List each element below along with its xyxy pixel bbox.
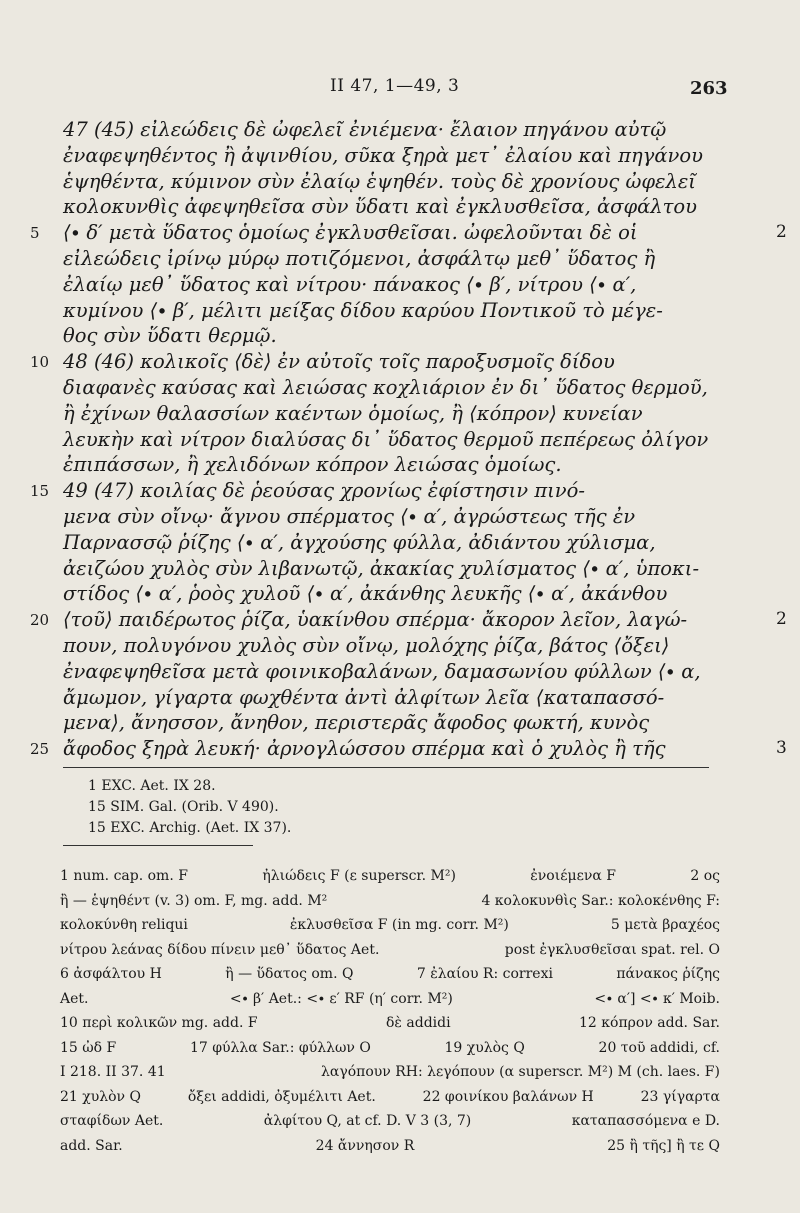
main-text-divider xyxy=(63,767,709,768)
apparatus-line xyxy=(60,1113,720,1137)
line-text: λευκὴν καὶ νίτρον διαλύσας δι᾽ ὕδατος θερμοῦ πεπέρεως ὀλίγον xyxy=(63,427,709,451)
apparatus-entry: 6 ἀσφάλτου H xyxy=(60,966,162,982)
apparatus-entry: <∙ α′] <∙ κ′ Moib. xyxy=(594,990,720,1007)
apparatus-entry: 25 ἢ τῆς] ἢ τε Q xyxy=(607,1137,720,1154)
line-text: στίδος ⟨∙ α′, ῥοὸς χυλοῦ ⟨∙ α′, ἀκάνθης λευκῆς ⟨∙ α′, ἀκάνθου xyxy=(63,582,668,606)
line-text: εἰλεώδεις ἰρίνῳ μύρῳ ποτιζόμενοι, ἀσφάλτῳ μεθ᾽ ὕδατος ἢ xyxy=(63,247,656,270)
line-number: 10 xyxy=(30,353,50,372)
line-number: 5 xyxy=(30,224,40,243)
line-text: ἐναφεψηθέντος ἢ ἀψινθίου, σῦκα ξηρὰ μετ᾽ ἐλαίου καὶ πηγάνου xyxy=(63,143,703,167)
apparatus-entry: ἐνοιέμενα F xyxy=(530,868,616,884)
apparatus-entry: 17 φύλλα Sar.: φύλλων O xyxy=(189,1039,371,1056)
apparatus-entry: ὄξει addidi, ὀξυμέλιτι Aet. xyxy=(187,1088,376,1105)
apparatus-entry: 23 γίγαρτα xyxy=(640,1088,720,1105)
line-text: πουν, πολυγόνου χυλὸς σὺν οἴνῳ, μολόχης ῥίζα, βάτος ⟨ὄξει⟩ xyxy=(63,634,670,657)
apparatus-entry: 15 ὠδ F xyxy=(60,1039,117,1056)
line-text: ἄφοδος ξηρὰ λευκή· ἀρνογλώσσου σπέρμα καὶ ὁ χυλὸς ἢ τῆς xyxy=(63,737,666,761)
page-header xyxy=(0,76,800,106)
margin-number: 2 xyxy=(776,222,787,243)
apparatus-line xyxy=(60,917,720,941)
line-text: ἐλαίῳ μεθ᾽ ὕδατος καὶ νίτρου· πάνακος ⟨∙ β′, νίτρου ⟨∙ α′, xyxy=(63,272,637,296)
testimonia-divider xyxy=(63,845,253,846)
apparatus-entry: 2 ος xyxy=(690,868,720,884)
apparatus-entry: 20 τοῦ addidi, cf. xyxy=(598,1039,720,1056)
apparatus-entry: σταφίδων Aet. xyxy=(60,1113,164,1129)
apparatus-line xyxy=(60,893,720,917)
line-text: διαφανὲς καύσας καὶ λειώσας κοχλιάριον ἐν δι᾽ ὕδατος θερμοῦ, xyxy=(63,376,708,399)
line-text: μενα σὺν οἴνῳ· ἄγνου σπέρματος ⟨∙ α′, ἀγρώστεως τῆς ἐν xyxy=(63,505,636,528)
apparatus-entry: 7 ἐλαίου R: correxi xyxy=(416,966,553,982)
apparatus-entry: Aet. xyxy=(60,990,89,1007)
apparatus-line xyxy=(60,1089,720,1113)
line-text: ἐναφεψηθεῖσα μετὰ φοινικοβαλάνων, δαμασωνίου φύλλων ⟨∙ α, xyxy=(63,659,701,683)
testimonium-line: 15 EXC. Archig. (Aet. IX 37). xyxy=(88,820,292,836)
margin-number: 2 xyxy=(776,609,787,630)
line-text: ἀειζώου χυλὸς σὺν λιβανωτῷ, ἀκακίας χυλίσματος ⟨∙ α′, ὑποκι- xyxy=(63,556,700,580)
testimonium-line: 15 SIM. Gal. (Orib. V 490). xyxy=(88,799,279,815)
apparatus-entry: νίτρου λεάνας δίδου πίνειν μεθ᾽ ὕδατος Aet. xyxy=(60,941,380,958)
line-text: ⟨τοῦ⟩ παιδέρωτος ῥίζα, ὑακίνθου σπέρμα· ἄκορον λεῖον, λαγώ- xyxy=(63,608,688,632)
line-text: 48 (46) κολικοῖς ⟨δὲ⟩ ἐν αὐτοῖς τοῖς παροξυσμοῖς δίδου xyxy=(63,350,615,374)
apparatus-entry: 19 χυλὸς Q xyxy=(444,1039,525,1056)
apparatus-entry: I 218. II 37. 41 xyxy=(60,1064,166,1080)
page-number: 263 xyxy=(690,78,728,99)
apparatus-entry: ἐκλυσθεῖσα F (in mg. corr. M²) xyxy=(289,917,509,933)
apparatus-line xyxy=(60,966,720,990)
line-number: 25 xyxy=(30,740,50,759)
line-text: ⟨∙ δ′ μετὰ ὕδατος ὁμοίως ἐγκλυσθεῖσαι. ὠφελοῦνται δὲ οἱ xyxy=(63,221,638,245)
apparatus-entry: add. Sar. xyxy=(60,1137,123,1154)
apparatus-entry: 1 num. cap. om. F xyxy=(60,868,188,884)
apparatus-entry: ἀλφίτου Q, at cf. D. V 3 (3, 7) xyxy=(263,1113,472,1129)
apparatus-entry: ἢ — ἑψηθέντ (v. 3) om. F, mg. add. M² xyxy=(60,892,328,909)
line-text: Παρνασσῷ ῥίζης ⟨∙ α′, ἀγχούσης φύλλα, ἀδιάντου χύλισμα, xyxy=(63,530,656,554)
apparatus-entry: 12 κόπρον add. Sar. xyxy=(579,1015,720,1031)
apparatus-line xyxy=(60,991,720,1015)
apparatus-entry: 24 ἄννησον R xyxy=(315,1137,415,1154)
testimonium-line: 1 EXC. Aet. IX 28. xyxy=(88,778,216,794)
apparatus-entry: 4 κολοκυνθὶς Sar.: κολοκένθης F: xyxy=(481,892,720,909)
apparatus-entry: ἠλιώδεις F (ε superscr. M²) xyxy=(262,868,456,884)
apparatus-line xyxy=(60,1015,720,1039)
apparatus-entry: πάνακος ῥίζης xyxy=(616,966,720,982)
margin-number: 3 xyxy=(776,738,787,759)
apparatus-entry: δὲ addidi xyxy=(386,1015,451,1031)
line-text: κυμίνου ⟨∙ β′, μέλιτι μείξας δίδου καρύου Ποντικοῦ τὸ μέγε- xyxy=(63,298,663,322)
line-text: 49 (47) κοιλίας δὲ ῥεούσας χρονίως ἐφίστησιν πινό- xyxy=(63,479,585,503)
apparatus-entry: 22 φοινίκου βαλάνων H xyxy=(422,1088,594,1105)
apparatus-entry: 5 μετὰ βραχέος xyxy=(610,917,720,933)
line-text: θος σὺν ὕδατι θερμῷ. xyxy=(63,324,277,348)
line-number: 20 xyxy=(30,611,50,630)
running-head: II 47, 1—49, 3 xyxy=(330,76,460,96)
text-line xyxy=(0,737,800,768)
line-number: 15 xyxy=(30,482,50,501)
apparatus-entry: λαγόπουν RH: λεγόπουν (α superscr. M²) M (ch. laes. F) xyxy=(321,1064,720,1080)
line-text: κολοκυνθὶς ἀφεψηθεῖσα σὺν ὕδατι καὶ ἐγκλυσθεῖσα, ἀσφάλτου xyxy=(63,195,698,219)
apparatus-entry: κολοκύνθη reliqui xyxy=(60,917,188,933)
apparatus-line xyxy=(60,868,720,892)
line-text: 47 (45) εἰλεώδεις δὲ ὠφελεῖ ἐνιέμενα· ἔλαιον πηγάνου αὐτῷ xyxy=(63,118,667,141)
apparatus-entry: ἢ — ὕδατος om. Q xyxy=(225,966,354,982)
line-text: ἐπιπάσσων, ἢ χελιδόνων κόπρον λειώσας ὁμοίως. xyxy=(63,453,562,477)
apparatus-entry: post ἐγκλυσθεῖσαι spat. rel. O xyxy=(504,941,720,958)
line-text: μενα⟩, ἄνησσον, ἄνηθον, περιστερᾶς ἄφοδος φωκτή, κυνὸς xyxy=(63,711,650,735)
apparatus-entry: <∙ β′ Aet.: <∙ ε′ RF (η′ corr. M²) xyxy=(229,990,453,1007)
apparatus-line xyxy=(60,942,720,966)
apparatus-line xyxy=(60,1138,720,1162)
apparatus-line xyxy=(60,1040,720,1064)
apparatus-line xyxy=(60,1064,720,1088)
line-text: ἄμωμον, γίγαρτα φωχθέντα ἀντὶ ἀλφίτων λεῖα ⟨καταπασσό- xyxy=(63,685,665,709)
line-text: ἢ ἐχίνων θαλασσίων καέντων ὁμοίως, ἢ ⟨κόπρον⟩ κυνείαν xyxy=(63,401,643,425)
line-text: ἑψηθέντα, κύμινον σὺν ἐλαίῳ ἑψηθέν. τοὺς δὲ χρονίους ὠφελεῖ xyxy=(63,169,696,193)
testimonia xyxy=(88,778,291,841)
apparatus-entry: 21 χυλὸν Q xyxy=(60,1088,141,1105)
apparatus-entry: 10 περὶ κολικῶν mg. add. F xyxy=(60,1015,258,1031)
apparatus-entry: καταπασσόμενα e D. xyxy=(571,1113,720,1129)
